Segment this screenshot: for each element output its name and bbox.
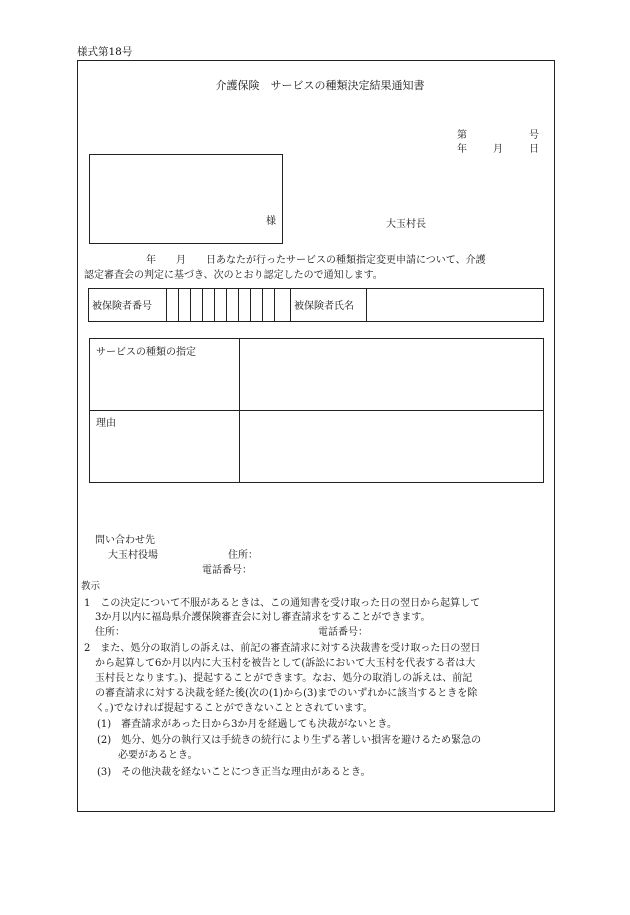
instruction-2-line-2: から起算して6か月以内に大玉村を被告として(訴訟において大玉村を代表する者は大 — [95, 658, 476, 669]
document-title: 介護保険 サービスの種類決定結果通知書 — [215, 79, 425, 92]
instruction-sub-2-line-1: (2) 処分、処分の執行又は手続きの続行により生ずる著しい損害を避けるため緊急の — [97, 735, 482, 746]
date-month: 月 — [493, 144, 503, 155]
service-designation-label: サービスの種類の指定 — [96, 347, 196, 358]
digit-box-divider — [166, 289, 167, 321]
name-label-divider — [290, 289, 291, 321]
digit-box-divider — [202, 289, 203, 321]
name-value-divider — [366, 289, 367, 321]
notice-line-1: 年 月 日あなたが行ったサービスの種類指定変更申請について、介護 — [146, 255, 486, 266]
number-prefix: 第 — [457, 130, 467, 141]
digit-box-divider — [238, 289, 239, 321]
contact-office: 大玉村役場 — [108, 550, 158, 561]
recipient-honorific: 様 — [266, 216, 276, 227]
instruction-sub-2-line-2: 必要があるとき。 — [118, 750, 198, 761]
table-row-divider — [90, 410, 543, 411]
instruction-2-line-3: 玉村長となります。)、提起することができます。なお、処分の取消しの訴えは、前記 — [95, 673, 473, 684]
notice-line-2: 認定審査会の判定に基づき、次のとおり認定したので通知します。 — [84, 270, 383, 281]
insured-name-label: 被保険者氏名 — [294, 301, 354, 312]
digit-box-divider — [250, 289, 251, 321]
digit-box-divider — [262, 289, 263, 321]
digit-box-divider — [226, 289, 227, 321]
insured-number-label: 被保険者番号 — [92, 301, 152, 312]
form-number: 様式第18号 — [77, 46, 133, 58]
instructions-heading: 教示 — [81, 581, 101, 592]
contact-address-label: 住所： — [228, 550, 258, 561]
designation-table — [89, 338, 544, 483]
reason-label: 理由 — [96, 418, 116, 429]
instruction-1-phone: 電話番号： — [318, 627, 368, 638]
contact-heading: 問い合わせ先 — [95, 535, 155, 546]
digit-box-divider — [274, 289, 275, 321]
digit-box-divider — [190, 289, 191, 321]
instruction-1-line-2: 3か月以内に福島県介護保険審査会に対し審査請求をすることができます。 — [95, 612, 431, 623]
instruction-1-line-1: 1 この決定について不服があるときは、この通知書を受け取った日の翌日から起算して — [84, 598, 481, 609]
date-day: 日 — [529, 144, 539, 155]
issuer-name: 大玉村長 — [386, 219, 426, 230]
digit-box-divider — [178, 289, 179, 321]
instruction-sub-1: (1) 審査請求があった日から3か月を経過しても決裁がないとき。 — [97, 719, 398, 730]
insured-row — [88, 288, 544, 322]
instruction-2-line-5: く。)でなければ提起することができないこととされています。 — [95, 703, 373, 714]
digit-box-divider — [214, 289, 215, 321]
number-suffix: 号 — [529, 130, 539, 141]
contact-phone-label: 電話番号： — [202, 565, 252, 576]
instruction-sub-3: (3) その他決裁を経ないことにつき正当な理由があるとき。 — [97, 767, 371, 778]
recipient-box[interactable] — [89, 154, 283, 244]
instruction-2-line-1: 2 また、処分の取消しの訴えは、前記の審査請求に対する決裁書を受け取った日の翌日 — [84, 643, 481, 654]
instruction-1-address: 住所： — [95, 627, 125, 638]
date-year: 年 — [457, 144, 467, 155]
instruction-2-line-4: の審査請求に対する決裁を経た後(次の(1)から(3)までのいずれかに該当するときを除 — [95, 688, 478, 699]
